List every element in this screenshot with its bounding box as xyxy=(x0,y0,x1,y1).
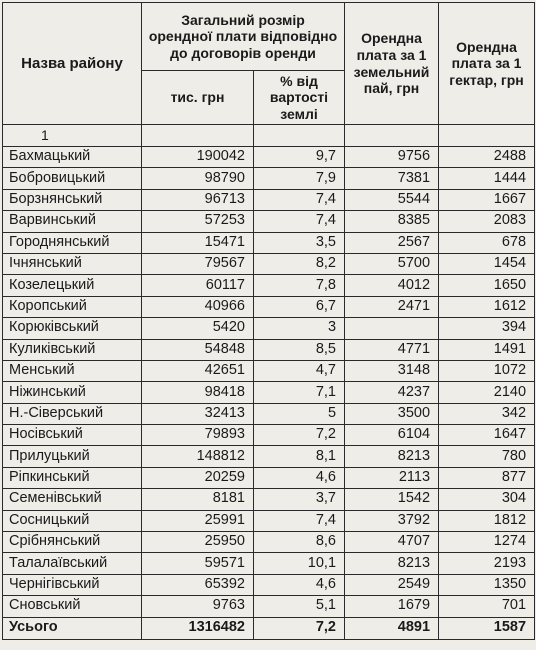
district-name-cell: Городнянський xyxy=(3,232,142,253)
table-row xyxy=(3,189,535,210)
rent-pct-cell: 3 xyxy=(254,318,345,339)
district-name-cell: Варвинський xyxy=(3,211,142,232)
rent-pct-cell: 7,1 xyxy=(254,382,345,403)
rent-pct-cell: 7,2 xyxy=(254,617,345,639)
rent-thousand-uah-cell: 57253 xyxy=(142,211,254,232)
rent-per-hectare-cell: 1454 xyxy=(439,253,535,274)
rent-per-hectare-cell: 342 xyxy=(439,403,535,424)
rent-per-share-cell: 2113 xyxy=(345,467,439,488)
rent-thousand-uah-cell: 20259 xyxy=(142,467,254,488)
district-name-cell: Срібнянський xyxy=(3,532,142,553)
rent-per-share-cell: 6104 xyxy=(345,425,439,446)
rent-thousand-uah-cell: 190042 xyxy=(142,147,254,168)
district-name-cell: Козелецький xyxy=(3,275,142,296)
rent-pct-cell: 8,5 xyxy=(254,339,345,360)
rent-thousand-uah-cell: 40966 xyxy=(142,296,254,317)
rent-thousand-uah-cell: 1316482 xyxy=(142,617,254,639)
rent-per-hectare-cell: 2488 xyxy=(439,147,535,168)
rent-per-hectare-cell: 780 xyxy=(439,446,535,467)
rent-per-hectare-cell: 1274 xyxy=(439,532,535,553)
rent-pct-cell: 4,7 xyxy=(254,360,345,381)
district-name-cell: Корюківський xyxy=(3,318,142,339)
rent-pct-cell: 3,7 xyxy=(254,489,345,510)
rent-pct-cell: 7,2 xyxy=(254,425,345,446)
rent-thousand-uah-cell: 25991 xyxy=(142,510,254,531)
header-rent-per-hectare: Орендна плата за 1 гектар, грн xyxy=(439,3,535,125)
table-row xyxy=(3,296,535,317)
rent-per-hectare-cell: 1350 xyxy=(439,574,535,595)
district-name-cell: Сосницький xyxy=(3,510,142,531)
district-name-cell: Борзнянський xyxy=(3,189,142,210)
rent-per-share-cell: 5700 xyxy=(345,253,439,274)
rent-per-hectare-cell: 1587 xyxy=(439,617,535,639)
rent-pct-cell: 3,5 xyxy=(254,232,345,253)
table-row xyxy=(3,211,535,232)
rent-per-hectare-cell: 877 xyxy=(439,467,535,488)
rent-per-share-cell: 4237 xyxy=(345,382,439,403)
rent-per-hectare-cell: 1812 xyxy=(439,510,535,531)
rent-thousand-uah-cell: 98790 xyxy=(142,168,254,189)
table-row xyxy=(3,596,535,617)
header-thousand-uah: тис. грн xyxy=(142,71,254,125)
table-row xyxy=(3,168,535,189)
rent-per-share-cell: 4012 xyxy=(345,275,439,296)
rent-per-share-cell: 1679 xyxy=(345,596,439,617)
column-index-1: 1 xyxy=(3,125,142,147)
rent-per-hectare-cell: 1612 xyxy=(439,296,535,317)
rent-per-hectare-cell: 394 xyxy=(439,318,535,339)
district-name-cell: Бахмацький xyxy=(3,147,142,168)
rent-pct-cell: 6,7 xyxy=(254,296,345,317)
rent-thousand-uah-cell: 96713 xyxy=(142,189,254,210)
rent-per-share-cell: 1542 xyxy=(345,489,439,510)
rent-per-hectare-cell: 678 xyxy=(439,232,535,253)
rent-pct-cell: 8,6 xyxy=(254,532,345,553)
table-row xyxy=(3,232,535,253)
rent-per-hectare-cell: 1444 xyxy=(439,168,535,189)
rent-per-share-cell: 8213 xyxy=(345,446,439,467)
rent-thousand-uah-cell: 59571 xyxy=(142,553,254,574)
column-index-4 xyxy=(345,125,439,147)
rent-thousand-uah-cell: 79567 xyxy=(142,253,254,274)
rent-per-share-cell: 8213 xyxy=(345,553,439,574)
rent-per-share-cell: 4771 xyxy=(345,339,439,360)
rent-per-hectare-cell: 2083 xyxy=(439,211,535,232)
rent-per-share-cell: 4707 xyxy=(345,532,439,553)
rent-table xyxy=(2,2,535,640)
rent-pct-cell: 10,1 xyxy=(254,553,345,574)
table-row xyxy=(3,467,535,488)
district-name-cell: Ічнянський xyxy=(3,253,142,274)
table-row xyxy=(3,147,535,168)
rent-per-share-cell: 2549 xyxy=(345,574,439,595)
rent-pct-cell: 7,4 xyxy=(254,211,345,232)
rent-per-share-cell: 5544 xyxy=(345,189,439,210)
table-row xyxy=(3,446,535,467)
rent-per-share-cell: 3792 xyxy=(345,510,439,531)
rent-thousand-uah-cell: 148812 xyxy=(142,446,254,467)
table-row xyxy=(3,360,535,381)
header-total-rent-size: Загальний розмір орендної плати відповідно до договорів оренди xyxy=(142,3,345,71)
district-name-cell: Ніжинський xyxy=(3,382,142,403)
rent-per-hectare-cell: 701 xyxy=(439,596,535,617)
rent-per-hectare-cell: 2140 xyxy=(439,382,535,403)
rent-per-share-cell: 9756 xyxy=(345,147,439,168)
table-row xyxy=(3,253,535,274)
rent-per-hectare-cell: 1667 xyxy=(439,189,535,210)
rent-per-share-cell: 3148 xyxy=(345,360,439,381)
table-row xyxy=(3,275,535,296)
rent-per-share-cell xyxy=(345,318,439,339)
column-index-5 xyxy=(439,125,535,147)
district-name-cell: Менський xyxy=(3,360,142,381)
district-name-cell: Усього xyxy=(3,617,142,639)
rent-per-hectare-cell: 1650 xyxy=(439,275,535,296)
district-name-cell: Сновський xyxy=(3,596,142,617)
district-name-cell: Куликівський xyxy=(3,339,142,360)
district-name-cell: Коропський xyxy=(3,296,142,317)
rent-thousand-uah-cell: 5420 xyxy=(142,318,254,339)
table-row xyxy=(3,425,535,446)
column-index-2 xyxy=(142,125,254,147)
rent-thousand-uah-cell: 65392 xyxy=(142,574,254,595)
table-row xyxy=(3,510,535,531)
header-pct-land-value: % від вартості землі xyxy=(254,71,345,125)
table-row xyxy=(3,574,535,595)
district-name-cell: Чернігівський xyxy=(3,574,142,595)
rent-pct-cell: 4,6 xyxy=(254,467,345,488)
district-name-cell: Ріпкинський xyxy=(3,467,142,488)
table-body xyxy=(3,125,535,640)
rent-per-hectare-cell: 1491 xyxy=(439,339,535,360)
rent-per-share-cell: 4891 xyxy=(345,617,439,639)
rent-pct-cell: 9,7 xyxy=(254,147,345,168)
rent-per-share-cell: 3500 xyxy=(345,403,439,424)
rent-thousand-uah-cell: 60117 xyxy=(142,275,254,296)
rent-pct-cell: 8,1 xyxy=(254,446,345,467)
rent-per-hectare-cell: 1647 xyxy=(439,425,535,446)
rent-thousand-uah-cell: 54848 xyxy=(142,339,254,360)
rent-thousand-uah-cell: 15471 xyxy=(142,232,254,253)
header-district-name: Назва району xyxy=(3,3,142,125)
district-name-cell: Бобровицький xyxy=(3,168,142,189)
rent-thousand-uah-cell: 79893 xyxy=(142,425,254,446)
table-row xyxy=(3,318,535,339)
rent-pct-cell: 4,6 xyxy=(254,574,345,595)
rent-thousand-uah-cell: 8181 xyxy=(142,489,254,510)
table-row xyxy=(3,532,535,553)
header-rent-per-share: Орендна плата за 1 земельний пай, грн xyxy=(345,3,439,125)
table-row xyxy=(3,339,535,360)
rent-pct-cell: 8,2 xyxy=(254,253,345,274)
district-name-cell: Прилуцький xyxy=(3,446,142,467)
rent-per-hectare-cell: 2193 xyxy=(439,553,535,574)
rent-pct-cell: 7,4 xyxy=(254,510,345,531)
rent-thousand-uah-cell: 9763 xyxy=(142,596,254,617)
rent-per-share-cell: 8385 xyxy=(345,211,439,232)
rent-pct-cell: 5 xyxy=(254,403,345,424)
column-index-row xyxy=(3,125,535,147)
rent-thousand-uah-cell: 25950 xyxy=(142,532,254,553)
district-name-cell: Носівський xyxy=(3,425,142,446)
table-row xyxy=(3,403,535,424)
table-row xyxy=(3,382,535,403)
district-name-cell: Н.-Сіверський xyxy=(3,403,142,424)
rent-pct-cell: 7,8 xyxy=(254,275,345,296)
rent-per-hectare-cell: 1072 xyxy=(439,360,535,381)
rent-per-share-cell: 2471 xyxy=(345,296,439,317)
district-name-cell: Талалаївський xyxy=(3,553,142,574)
rent-thousand-uah-cell: 32413 xyxy=(142,403,254,424)
rent-thousand-uah-cell: 98418 xyxy=(142,382,254,403)
rent-pct-cell: 5,1 xyxy=(254,596,345,617)
rent-pct-cell: 7,9 xyxy=(254,168,345,189)
table-row xyxy=(3,489,535,510)
total-row xyxy=(3,617,535,639)
rent-thousand-uah-cell: 42651 xyxy=(142,360,254,381)
rent-per-hectare-cell: 304 xyxy=(439,489,535,510)
rent-per-share-cell: 2567 xyxy=(345,232,439,253)
rent-per-share-cell: 7381 xyxy=(345,168,439,189)
column-index-3 xyxy=(254,125,345,147)
rent-pct-cell: 7,4 xyxy=(254,189,345,210)
table-row xyxy=(3,553,535,574)
district-name-cell: Семенівський xyxy=(3,489,142,510)
header-row xyxy=(3,3,535,71)
